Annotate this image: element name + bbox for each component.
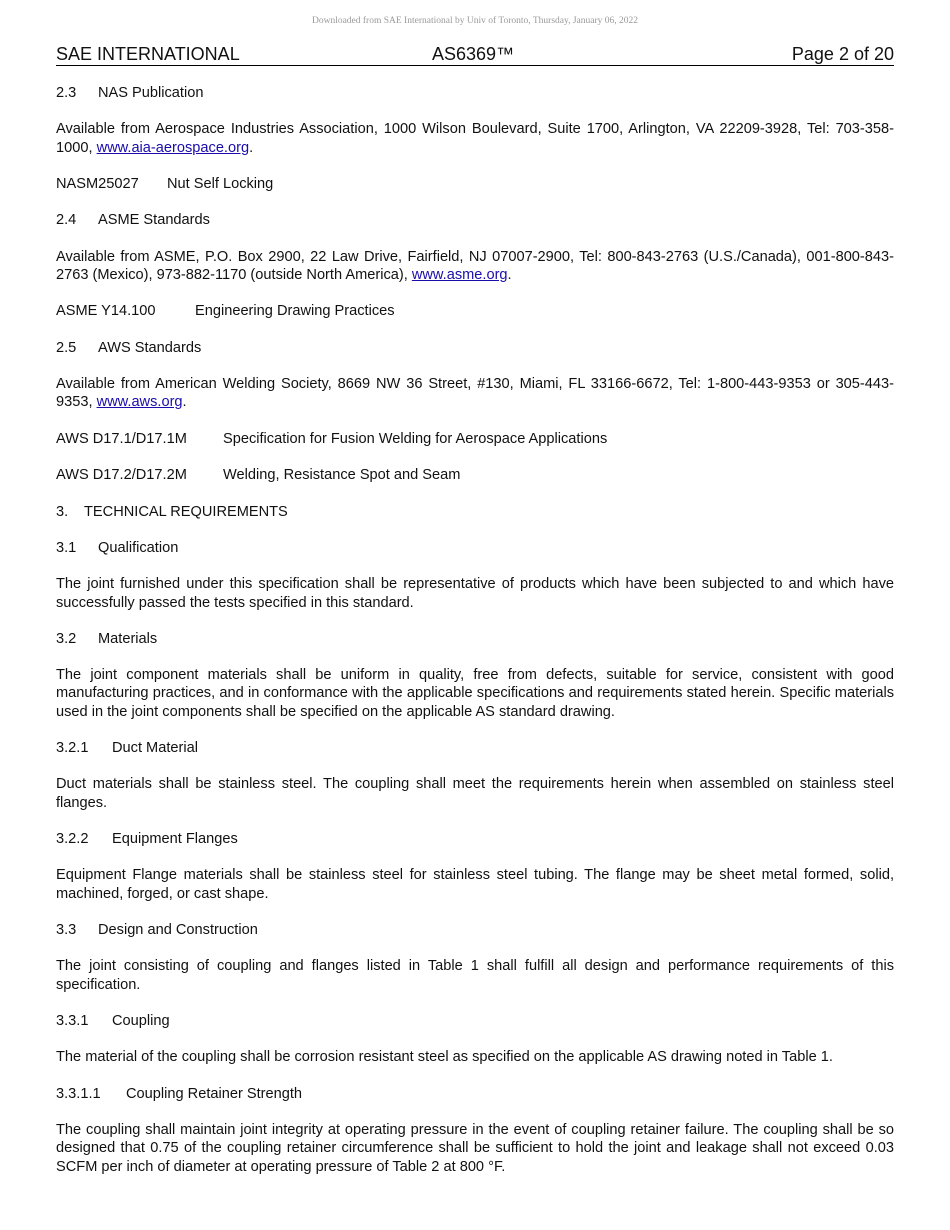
section-heading — [56, 339, 894, 357]
section-heading — [56, 211, 894, 229]
document-body — [56, 84, 894, 1176]
section-heading — [56, 503, 894, 521]
reference-entry — [56, 430, 894, 448]
section-number: 2.4 — [56, 212, 77, 229]
section-heading — [56, 739, 894, 757]
section-title: AWS Standards — [98, 339, 202, 356]
section-title: Coupling Retainer Strength — [126, 1085, 303, 1102]
section-heading — [56, 921, 894, 939]
section-number: 3.3.1 — [56, 1013, 89, 1030]
section-title: Design and Construction — [98, 922, 258, 939]
reference-title: Engineering Drawing Practices — [195, 303, 395, 320]
reference-entry — [56, 175, 894, 193]
period: . — [182, 394, 187, 411]
availability-paragraph — [56, 120, 894, 156]
reference-code: ASME Y14.100 — [56, 303, 156, 320]
section-number: 3.1 — [56, 539, 77, 556]
aws-link[interactable]: www.aws.org — [96, 394, 183, 411]
document-number: AS6369™ — [432, 44, 515, 64]
section-number: 3.2.1 — [56, 740, 89, 757]
availability-text: Available from ASME, P.O. Box 2900, 22 Law Drive, Fairfield, NJ 07007-2900, Tel: 800-843-2763 (U.S./Canada), 001-800-843-2763 (Mexico), 973-882-1170 (outside North America), — [56, 248, 894, 283]
section-paragraph: The joint component materials shall be uniform in quality, free from defects, suitable for service, consistent with good manufacturing practices, and in conformance with the applicable specifications and requirements stated herein. Specific materials used in the joint components shall be specified on the applicable AS standard drawing. — [56, 667, 894, 720]
asme-link[interactable]: www.asme.org — [411, 266, 508, 283]
section-title: Materials — [98, 630, 158, 647]
reference-code: AWS D17.1/D17.1M — [56, 430, 187, 447]
period: . — [249, 139, 254, 156]
section-title: Equipment Flanges — [112, 831, 238, 848]
section-number: 3.3.1.1 — [56, 1085, 101, 1102]
document-page — [56, 43, 894, 1194]
aia-link[interactable]: www.aia-aerospace.org — [96, 139, 250, 156]
reference-title: Welding, Resistance Spot and Seam — [223, 467, 461, 484]
section-title: Qualification — [98, 539, 179, 556]
publisher-name: SAE INTERNATIONAL — [56, 44, 240, 64]
section-number: 2.3 — [56, 85, 77, 101]
section-title: Coupling — [112, 1013, 170, 1030]
availability-paragraph — [56, 375, 894, 411]
period: . — [507, 266, 512, 283]
section-paragraph: The material of the coupling shall be corrosion resistant steel as specified on the applicable AS drawing noted in Table 1. — [56, 1049, 833, 1066]
download-watermark: Downloaded from SAE International by Univ of Toronto, Thursday, January 06, 2022 — [311, 16, 639, 26]
section-paragraph: The joint furnished under this specification shall be representative of products which have been subjected to and which have successfully passed the tests specified in this standard. — [56, 576, 894, 611]
section-heading — [56, 1012, 894, 1030]
availability-text: Available from American Welding Society, 8669 NW 36 Street, #130, Miami, FL 33166-6672, Tel: 1-800-443-9353 or 305-443-9353, — [56, 376, 894, 411]
section-title: TECHNICAL REQUIREMENTS — [84, 503, 288, 520]
section-paragraph: Duct materials shall be stainless steel. The coupling shall meet the requirements herein when assembled on stainless steel flanges. — [56, 776, 894, 811]
section-paragraph: Equipment Flange materials shall be stainless steel for stainless steel tubing. The flange may be sheet metal formed, solid, machined, forged, or cast shape. — [56, 867, 894, 902]
reference-code: NASM25027 — [56, 175, 139, 192]
section-paragraph: The coupling shall maintain joint integrity at operating pressure in the event of coupling retainer failure. The coupling shall be so designed that 0.75 of the coupling retainer circumference shall be sufficient to hold the joint and leakage shall not exceed 0.03 SCFM per inch of diameter at operating pressure of Table 2 at 800 °F. — [56, 1122, 894, 1175]
section-title: NAS Publication — [98, 85, 204, 101]
reference-entry — [56, 466, 894, 484]
section-heading — [56, 539, 894, 557]
section-number: 3. — [56, 503, 69, 520]
section-heading — [56, 630, 894, 648]
section-number: 3.3 — [56, 922, 77, 939]
reference-entry — [56, 302, 894, 320]
section-number: 2.5 — [56, 339, 77, 356]
page-header — [56, 43, 894, 66]
reference-title: Nut Self Locking — [167, 175, 274, 192]
section-heading — [56, 84, 894, 102]
section-heading — [56, 830, 894, 848]
section-heading — [56, 1085, 894, 1103]
section-paragraph: The joint consisting of coupling and flanges listed in Table 1 shall fulfill all design and performance requirements of this specification. — [56, 958, 894, 993]
availability-paragraph — [56, 248, 894, 284]
reference-code: AWS D17.2/D17.2M — [56, 467, 187, 484]
section-title: ASME Standards — [98, 212, 210, 229]
reference-title: Specification for Fusion Welding for Aerospace Applications — [223, 430, 608, 447]
section-number: 3.2 — [56, 630, 77, 647]
section-number: 3.2.2 — [56, 831, 89, 848]
section-title: Duct Material — [112, 740, 198, 757]
availability-text: Available from Aerospace Industries Association, 1000 Wilson Boulevard, Suite 1700, Arlington, VA 22209-3928, Tel: 703-358-1000, — [56, 121, 894, 156]
page-number: Page 2 of 20 — [791, 44, 894, 64]
